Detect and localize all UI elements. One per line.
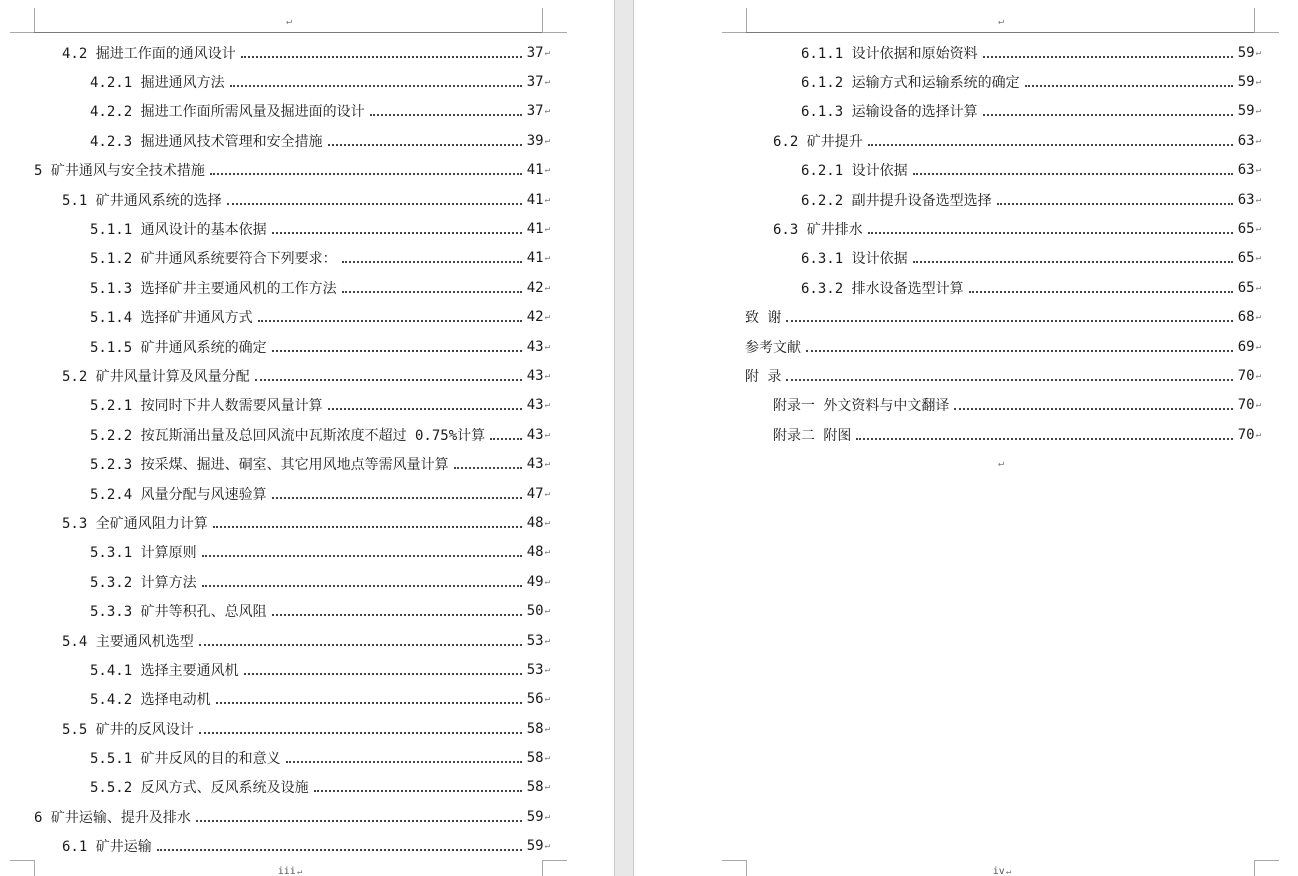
- toc-dot-leader: [210, 173, 522, 175]
- toc-dot-leader: [983, 114, 1233, 116]
- paragraph-mark: ↵: [1255, 77, 1261, 88]
- page-number-footer: iii↵: [277, 866, 303, 876]
- toc-dot-leader: [202, 555, 522, 557]
- toc-dot-leader: [199, 644, 522, 646]
- toc-entry-page-number: 48: [526, 514, 544, 531]
- toc-dot-leader: [1025, 85, 1233, 87]
- toc-entry-title: 5.5.2 反风方式、反风系统及设施: [90, 780, 309, 797]
- toc-entry[interactable]: [34, 596, 550, 625]
- toc-entry-title: 6.1 矿井运输: [62, 839, 152, 856]
- paragraph-mark: ↵: [544, 165, 550, 176]
- toc-entry[interactable]: [745, 67, 1261, 96]
- toc-entry-page-number: 41: [526, 221, 544, 238]
- toc-dot-leader: [786, 320, 1232, 322]
- toc-entry-page-number: 59: [526, 838, 544, 855]
- toc-entry-title: 参考文献: [745, 339, 801, 356]
- toc-entry-page-number: 43: [526, 367, 544, 384]
- toc-entry-page-number: 47: [526, 485, 544, 502]
- toc-entry[interactable]: [34, 67, 550, 96]
- toc-entry[interactable]: [34, 626, 550, 655]
- paragraph-mark: ↵: [1255, 47, 1261, 58]
- toc-dot-leader: [342, 261, 522, 263]
- paragraph-mark: ↵: [1255, 370, 1261, 381]
- toc-entry-title: 附录一 外文资料与中文翻译: [773, 398, 950, 415]
- toc-entry[interactable]: [34, 538, 550, 567]
- toc-entry[interactable]: [745, 361, 1261, 390]
- toc-dot-leader: [216, 702, 522, 704]
- toc-entry-page-number: 63: [1237, 132, 1255, 149]
- toc-entry-page-number: 65: [1237, 279, 1255, 296]
- toc-entry-title: 5.1.4 选择矿井通风方式: [90, 310, 253, 327]
- toc-dot-leader: [997, 203, 1233, 205]
- toc-entry[interactable]: [34, 743, 550, 772]
- toc-entry-title: 5.1.3 选择矿井主要通风机的工作方法: [90, 280, 337, 297]
- toc-entry-title: 5.1 矿井通风系统的选择: [62, 192, 222, 209]
- toc-entry-page-number: 59: [1237, 44, 1255, 61]
- toc-entry[interactable]: [745, 38, 1261, 67]
- toc-entry[interactable]: [34, 332, 550, 361]
- toc-entry-page-number: 63: [1237, 191, 1255, 208]
- paragraph-mark: ↵: [544, 429, 550, 440]
- toc-entry-title: 5.3.2 计算方法: [90, 574, 197, 591]
- toc-entry-title: 5 矿井通风与安全技术措施: [34, 163, 205, 180]
- toc-entry-title: 6.2.2 副井提升设备选型选择: [801, 192, 992, 209]
- toc-entry-page-number: 58: [526, 750, 544, 767]
- toc-entry-page-number: 37: [526, 44, 544, 61]
- toc-dot-leader: [196, 820, 522, 822]
- paragraph-mark: ↵: [998, 16, 1005, 27]
- paragraph-mark: ↵: [544, 723, 550, 734]
- paragraph-mark: ↵: [1255, 312, 1261, 323]
- toc-entry-title: 6.2.1 设计依据: [801, 163, 908, 180]
- toc-entry-page-number: 70: [1237, 426, 1255, 443]
- table-of-contents: [745, 38, 1261, 449]
- toc-entry-page-number: 70: [1237, 367, 1255, 384]
- paragraph-mark: ↵: [544, 547, 550, 558]
- crop-mark-bottom-left: [10, 860, 35, 876]
- toc-entry-title: 5.5 矿井的反风设计: [62, 721, 194, 738]
- toc-entry-page-number: 42: [526, 309, 544, 326]
- toc-dot-leader: [213, 526, 522, 528]
- paragraph-mark: ↵: [286, 16, 293, 27]
- toc-entry-title: 5.5.1 矿井反风的目的和意义: [90, 751, 281, 768]
- toc-entry-title: 5.2.3 按采煤、掘进、硐室、其它用风地点等需风量计算: [90, 457, 449, 474]
- toc-entry[interactable]: [34, 361, 550, 390]
- toc-entry-title: 6.1.1 设计依据和原始资料: [801, 45, 978, 62]
- toc-entry[interactable]: [34, 655, 550, 684]
- toc-entry[interactable]: [34, 97, 550, 126]
- paragraph-mark: ↵: [544, 782, 550, 793]
- toc-entry[interactable]: [745, 273, 1261, 302]
- toc-entry-title: 5.3.3 矿井等积孔、总风阻: [90, 604, 267, 621]
- paragraph-mark: ↵: [544, 576, 550, 587]
- toc-entry-page-number: 43: [526, 397, 544, 414]
- crop-mark-bottom-right: [1254, 860, 1279, 876]
- toc-dot-leader: [202, 585, 522, 587]
- toc-entry-page-number: 59: [1237, 74, 1255, 91]
- toc-entry-page-number: 70: [1237, 397, 1255, 414]
- toc-entry[interactable]: [34, 214, 550, 243]
- paragraph-mark: ↵: [544, 47, 550, 58]
- toc-entry-page-number: 63: [1237, 162, 1255, 179]
- toc-dot-leader: [272, 497, 522, 499]
- toc-entry-page-number: 42: [526, 279, 544, 296]
- toc-entry[interactable]: [34, 185, 550, 214]
- toc-entry[interactable]: [745, 244, 1261, 273]
- toc-entry-page-number: 37: [526, 103, 544, 120]
- toc-entry-page-number: 49: [526, 573, 544, 590]
- toc-dot-leader: [913, 261, 1233, 263]
- toc-entry-title: 4.2.2 掘进工作面所需风量及掘进面的设计: [90, 104, 365, 121]
- paragraph-mark: ↵: [544, 635, 550, 646]
- toc-dot-leader: [272, 350, 522, 352]
- paragraph-mark: ↵: [544, 664, 550, 675]
- paragraph-mark: ↵: [544, 517, 550, 528]
- crop-mark-top-right: [1254, 8, 1279, 33]
- toc-entry-title: 6.1.2 运输方式和运输系统的确定: [801, 75, 1020, 92]
- crop-mark-bottom-right: [542, 860, 567, 876]
- toc-entry-title: 6.3.1 设计依据: [801, 251, 908, 268]
- toc-entry-title: 5.4.1 选择主要通风机: [90, 662, 239, 679]
- toc-dot-leader: [258, 320, 522, 322]
- toc-entry-page-number: 58: [526, 779, 544, 796]
- toc-entry-page-number: 53: [526, 632, 544, 649]
- paragraph-mark: ↵: [1255, 135, 1261, 146]
- page-number-footer: iv↵: [992, 866, 1012, 876]
- toc-entry-title: 6.3.2 排水设备选型计算: [801, 280, 964, 297]
- paragraph-mark: ↵: [1255, 194, 1261, 205]
- toc-entry-page-number: 43: [526, 426, 544, 443]
- toc-entry-page-number: 65: [1237, 250, 1255, 267]
- paragraph-mark: ↵: [1255, 224, 1261, 235]
- toc-dot-leader: [913, 173, 1233, 175]
- toc-dot-leader: [342, 291, 522, 293]
- toc-entry-title: 6.1.3 运输设备的选择计算: [801, 104, 978, 121]
- paragraph-mark: ↵: [544, 370, 550, 381]
- toc-entry[interactable]: [34, 802, 550, 831]
- toc-dot-leader: [244, 673, 522, 675]
- toc-entry[interactable]: [745, 185, 1261, 214]
- toc-entry-title: 5.1.1 通风设计的基本依据: [90, 222, 267, 239]
- toc-entry-page-number: 43: [526, 338, 544, 355]
- toc-dot-leader: [490, 438, 522, 440]
- header-line: [746, 32, 1254, 33]
- toc-entry-title: 5.2 矿井风量计算及风量分配: [62, 368, 250, 385]
- paragraph-mark: ↵: [544, 459, 550, 470]
- toc-entry-page-number: 41: [526, 162, 544, 179]
- paragraph-mark: ↵: [544, 194, 550, 205]
- paragraph-mark: ↵: [544, 753, 550, 764]
- toc-entry-title: 4.2 掘进工作面的通风设计: [62, 45, 236, 62]
- toc-entry[interactable]: [34, 420, 550, 449]
- toc-entry-title: 4.2.3 掘进通风技术管理和安全措施: [90, 133, 323, 150]
- toc-entry-title: 致 谢: [745, 310, 782, 327]
- toc-entry[interactable]: [34, 479, 550, 508]
- toc-entry-title: 附 录: [745, 368, 782, 385]
- toc-entry-page-number: 59: [526, 808, 544, 825]
- toc-entry-title: 附录二 附图: [773, 427, 852, 444]
- toc-entry-page-number: 41: [526, 191, 544, 208]
- paragraph-mark: ↵: [544, 606, 550, 617]
- toc-dot-leader: [868, 232, 1233, 234]
- toc-entry-page-number: 43: [526, 456, 544, 473]
- toc-entry[interactable]: [745, 332, 1261, 361]
- paragraph-mark: ↵: [998, 458, 1005, 469]
- toc-entry[interactable]: [745, 391, 1261, 420]
- crop-mark-top-right: [542, 8, 567, 33]
- toc-dot-leader: [868, 144, 1233, 146]
- toc-entry-page-number: 48: [526, 544, 544, 561]
- toc-dot-leader: [454, 467, 522, 469]
- paragraph-mark: ↵: [544, 135, 550, 146]
- toc-entry-title: 5.1.5 矿井通风系统的确定: [90, 339, 267, 356]
- toc-dot-leader: [314, 790, 522, 792]
- paragraph-mark: ↵: [544, 282, 550, 293]
- toc-entry-page-number: 69: [1237, 338, 1255, 355]
- toc-dot-leader: [328, 144, 522, 146]
- toc-entry[interactable]: [34, 156, 550, 185]
- toc-dot-leader: [157, 849, 522, 851]
- crop-mark-bottom-left: [722, 860, 747, 876]
- toc-entry-page-number: 58: [526, 720, 544, 737]
- table-of-contents: [34, 38, 550, 861]
- toc-entry[interactable]: [34, 508, 550, 537]
- toc-dot-leader: [255, 379, 522, 381]
- paragraph-mark: ↵: [544, 106, 550, 117]
- header-line: [34, 32, 542, 33]
- paragraph-mark: ↵: [1255, 282, 1261, 293]
- paragraph-mark: ↵: [544, 312, 550, 323]
- toc-entry-title: 5.4 主要通风机选型: [62, 633, 194, 650]
- document-page-left: [0, 0, 614, 876]
- toc-dot-leader: [241, 56, 522, 58]
- toc-dot-leader: [954, 408, 1232, 410]
- toc-entry-title: 5.3 全矿通风阻力计算: [62, 515, 208, 532]
- toc-entry[interactable]: [34, 685, 550, 714]
- toc-dot-leader: [286, 761, 522, 763]
- paragraph-mark: ↵: [1255, 400, 1261, 411]
- toc-entry-page-number: 68: [1237, 309, 1255, 326]
- toc-entry-page-number: 56: [526, 691, 544, 708]
- toc-dot-leader: [230, 85, 522, 87]
- toc-entry[interactable]: [34, 273, 550, 302]
- toc-entry-title: 6.3 矿井排水: [773, 222, 863, 239]
- toc-entry[interactable]: [745, 126, 1261, 155]
- toc-dot-leader: [227, 203, 522, 205]
- paragraph-mark: ↵: [544, 400, 550, 411]
- toc-dot-leader: [856, 438, 1232, 440]
- toc-entry-page-number: 59: [1237, 103, 1255, 120]
- toc-entry-title: 5.2.2 按瓦斯涌出量及总回风流中瓦斯浓度不超过 0.75%计算: [90, 427, 486, 444]
- paragraph-mark: ↵: [544, 694, 550, 705]
- toc-dot-leader: [370, 114, 522, 116]
- paragraph-mark: ↵: [544, 341, 550, 352]
- toc-entry[interactable]: [34, 303, 550, 332]
- toc-entry-title: 5.2.1 按同时下井人数需要风量计算: [90, 398, 323, 415]
- paragraph-mark: ↵: [1255, 165, 1261, 176]
- toc-entry[interactable]: [34, 567, 550, 596]
- toc-dot-leader: [272, 232, 522, 234]
- toc-dot-leader: [328, 408, 522, 410]
- paragraph-mark: ↵: [1255, 429, 1261, 440]
- toc-entry-page-number: 65: [1237, 221, 1255, 238]
- toc-entry-title: 6.2 矿井提升: [773, 133, 863, 150]
- toc-entry[interactable]: [745, 303, 1261, 332]
- toc-entry-title: 6 矿井运输、提升及排水: [34, 809, 191, 826]
- toc-entry-page-number: 50: [526, 603, 544, 620]
- toc-dot-leader: [969, 291, 1233, 293]
- toc-entry[interactable]: [34, 126, 550, 155]
- toc-entry-page-number: 39: [526, 132, 544, 149]
- paragraph-mark: ↵: [544, 224, 550, 235]
- toc-entry-title: 5.3.1 计算原则: [90, 545, 197, 562]
- toc-entry-page-number: 37: [526, 74, 544, 91]
- toc-entry[interactable]: [34, 449, 550, 478]
- paragraph-mark: ↵: [544, 811, 550, 822]
- paragraph-mark: ↵: [544, 77, 550, 88]
- page-gutter: [614, 0, 634, 876]
- toc-entry[interactable]: [745, 97, 1261, 126]
- toc-entry-title: 4.2.1 掘进通风方法: [90, 75, 225, 92]
- toc-dot-leader: [806, 350, 1233, 352]
- toc-entry[interactable]: [745, 214, 1261, 243]
- toc-dot-leader: [199, 732, 522, 734]
- paragraph-mark: ↵: [544, 488, 550, 499]
- toc-dot-leader: [786, 379, 1232, 381]
- toc-entry[interactable]: [34, 832, 550, 861]
- paragraph-mark: ↵: [544, 253, 550, 264]
- toc-entry-page-number: 41: [526, 250, 544, 267]
- toc-entry[interactable]: [34, 773, 550, 802]
- toc-entry-title: 5.2.4 风量分配与风速验算: [90, 486, 267, 503]
- paragraph-mark: ↵: [544, 841, 550, 852]
- toc-dot-leader: [272, 614, 522, 616]
- toc-entry[interactable]: [34, 391, 550, 420]
- crop-mark-top-left: [10, 8, 35, 33]
- crop-mark-top-left: [722, 8, 747, 33]
- document-page-right: [634, 0, 1298, 876]
- paragraph-mark: ↵: [1255, 341, 1261, 352]
- toc-entry[interactable]: [745, 156, 1261, 185]
- toc-entry[interactable]: [34, 714, 550, 743]
- toc-entry[interactable]: [745, 420, 1261, 449]
- toc-entry-title: 5.4.2 选择电动机: [90, 692, 211, 709]
- toc-entry[interactable]: [34, 38, 550, 67]
- toc-entry-title: 5.1.2 矿井通风系统要符合下列要求：: [90, 251, 337, 268]
- paragraph-mark: ↵: [1255, 106, 1261, 117]
- toc-entry-page-number: 53: [526, 661, 544, 678]
- paragraph-mark: ↵: [1255, 253, 1261, 264]
- toc-entry[interactable]: [34, 244, 550, 273]
- toc-dot-leader: [983, 56, 1233, 58]
